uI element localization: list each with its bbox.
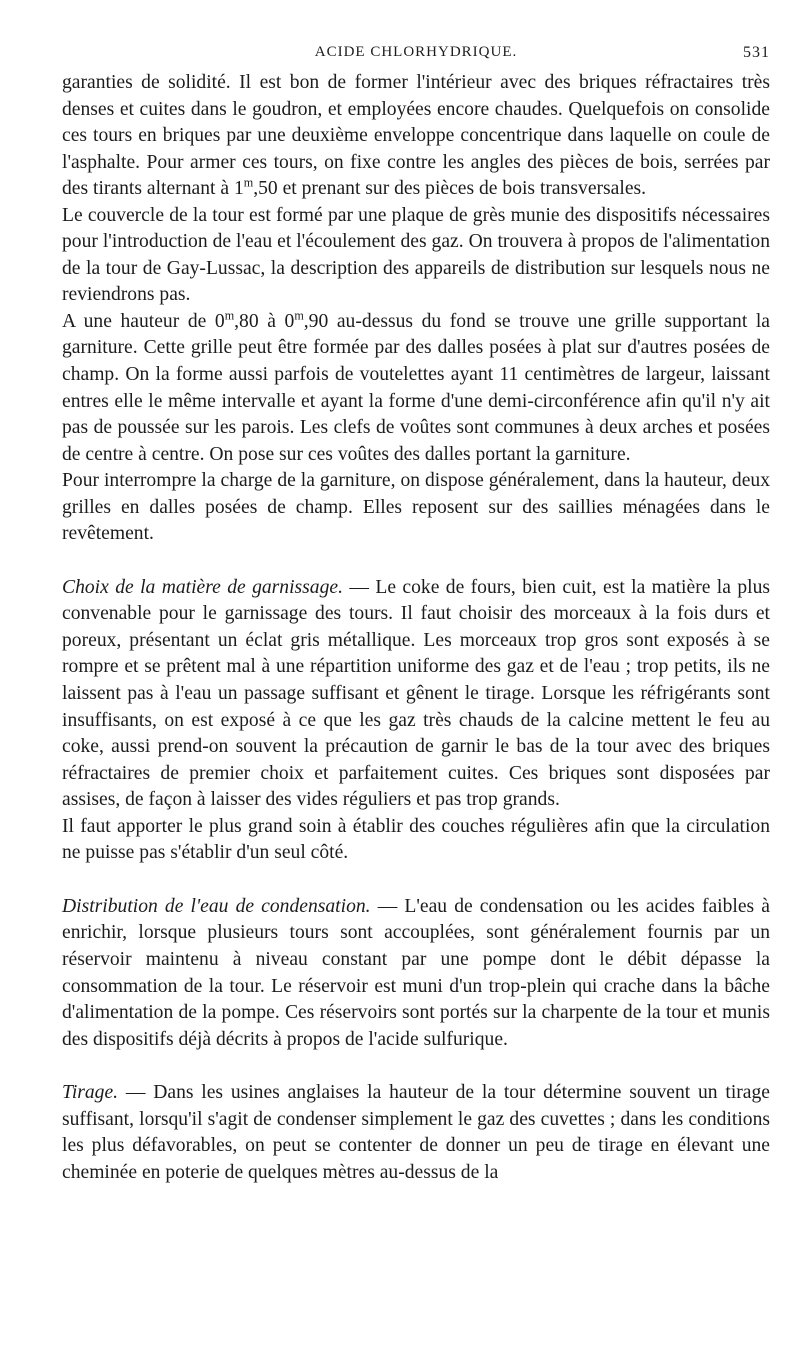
- height-decimal-2: ,90: [303, 310, 329, 332]
- height-value-2: 0: [284, 310, 295, 332]
- paragraph-1-end: et prenant sur des pièces de bois transversales.: [282, 178, 647, 200]
- section-heading-distribution: Distribution de l'eau de condensation.: [62, 895, 371, 917]
- paragraph-3-mid: à: [267, 310, 276, 332]
- paragraph-2: Le couvercle de la tour est formé par une plaque de grès munie des dispositifs nécessaires pour l'introduction de l'eau et l'écoulement des gaz. On trouvera à propos de l'alimentation de la tour de Gay-Lussac, la description des appareils de distribution sur lesquels nous ne reviendrons pas.: [62, 204, 770, 306]
- paragraph-6: Il faut apporter le plus grand soin à établir des couches régulières afin que la circulation ne puisse pas s'établir d'un seul côté.: [62, 815, 770, 864]
- measure-unit: m: [243, 175, 254, 190]
- paragraph-4: Pour interrompre la charge de la garniture, on dispose généralement, dans la hauteur, deux grilles en dalles posées de champ. Elles reposent sur des saillies ménagées dans le revêtement.: [62, 470, 770, 545]
- section-heading-tirage: Tirage.: [62, 1082, 119, 1104]
- paragraph-1: [62, 70, 770, 203]
- book-page: [62, 40, 770, 1186]
- paragraph-8: [62, 1080, 770, 1186]
- height-unit-1: m: [224, 308, 235, 323]
- page-number: 531: [743, 44, 770, 61]
- paragraph-1-text: garanties de solidité. Il est bon de former l'intérieur avec des briques réfractaires très denses et cuites dans le goudron, et employées encore chaudes. Quelquefois on consolide ces tours en briques par une deuxième enveloppe concentrique dans laquelle on coule de l'asphalte. Pour armer ces tours, on fixe contre les angles des pièces de bois, serrées par des tirants alternant à: [62, 72, 770, 200]
- height-value-1: 0: [214, 310, 225, 332]
- height-decimal-1: ,80: [234, 310, 259, 332]
- paragraph-7: [62, 894, 770, 1053]
- running-head: [62, 40, 770, 70]
- running-title: ACIDE CHLORHYDRIQUE.: [314, 44, 518, 60]
- height-unit-2: m: [294, 308, 304, 323]
- measure-decimal: ,50: [253, 178, 278, 200]
- measure-value: 1: [233, 178, 244, 200]
- paragraph-8-text: — Dans les usines anglaises la hauteur de la tour détermine souvent un tirage suffisant, lorsqu'il s'agit de condenser simplement le gaz des cuvettes ; dans les conditions les plus défavorables, on peut se contenter de donner un peu de tirage en élevant une cheminée en poterie de quelques mètres au-dessus de la: [62, 1082, 770, 1183]
- paragraph-5-text: — Le coke de fours, bien cuit, est la matière la plus convenable pour le garnissage des tours. Il faut choisir des morceaux à la fois durs et poreux, présentant un éclat gris métallique. Les morceaux trop gros sont exposés à se rompre et se prêtent mal à une répartition uniforme des gaz et de l'eau ; trop petits, ils ne laissent pas à l'eau un passage suffisant et gênent le tirage. Lorsque les réfrigérants sont insuffisants, on est exposé à ce que les gaz très chauds de la calcine mettent le feu au coke, aussi prend-on souvent la précaution de garnir le bas de la tour avec des briques réfractaires de premier choix et parfaitement cuites. Ces briques sont disposées par assises, de façon à laisser des vides réguliers et pas trop grands.: [62, 576, 770, 811]
- paragraph-3-end: au-dessus du fond se trouve une grille supportant la garniture. Cette grille peut être formée par des dalles posées à plat sur d'autres posées de champ. On la forme aussi parfois de voutelettes ayant 11 centimètres de largeur, laissant entres elle le même intervalle et ayant la forme d'une demi-circonférence afin qu'il n'y ait pas de poussée sur les parois. Les clefs de voûtes sont communes à deux arches et posées de centre à centre. On pose sur ces voûtes des dalles portant la garniture.: [62, 310, 770, 465]
- paragraph-3: [62, 309, 770, 468]
- paragraph-3-start: A une hauteur de: [62, 310, 207, 332]
- paragraph-5: [62, 575, 770, 814]
- paragraph-7-text: — L'eau de condensation ou les acides faibles à enrichir, lorsque plusieurs tours sont accouplées, sont généralement fournis par un réservoir maintenu à niveau constant par une pompe dont le débit dépasse la consommation de la tour. Le réservoir est muni d'un trop-plein qui crache dans la bâche d'alimentation de la pompe. Ces réservoirs sont portés sur la charpente de la tour et munis des dispositifs déjà décrits à propos de l'acide sulfurique.: [62, 895, 770, 1050]
- section-heading-garnissage: Choix de la matière de garnissage.: [62, 576, 343, 598]
